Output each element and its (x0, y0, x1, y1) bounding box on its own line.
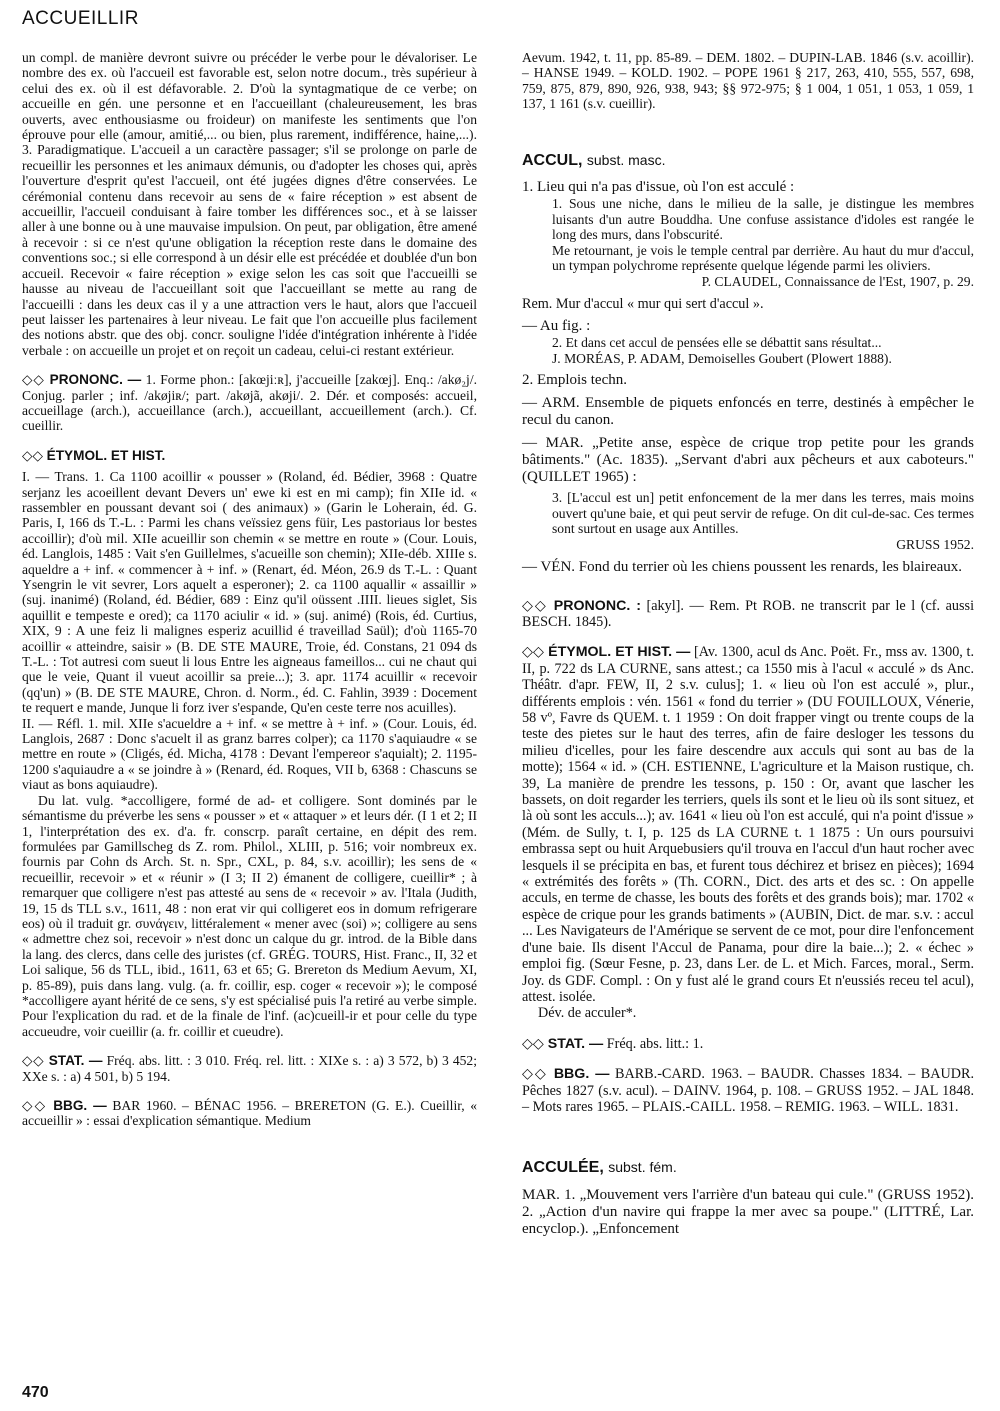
intro-paragraph: un compl. de manière devront suivre ou précéder le verbe pour le dévaloriser. Le nombre des ex. où l'accueil est favorable est, selon notre docum., très supérieur à celui des ex. où il est défavorable. 2. D'où la syntagmatique de ce verbe; on accueille en gén. une personne et en l'accueillant (chaleureusement, les bras ouverts, avec enthousiasme ou froideur) on manifeste les sentiments que l'on éprouve pour elle (amour, amitié,... ou bien, plus rarement, indifférence, haine,...). 3. Paradigmatique. L'accueil a un caractère passager; s'il se prolonge on parle de recueillir les personnes et les animaux démunis, ou d'adopter les choses qui, après l'ouverture d'esprit qu'est l'accueil, ont été jugées dignes d'être conservées. Le cérémonial contenu dans recevoir au sens de « faire réception » est absent de accueillir, l'accueil conduisant à faire tomber les différences soc., et à se laisser aller à une bonne ou à une mauvaise impulsion. On peut, par obligation, être amené à recevoir : si ce n'est qu'une obligation la réception reste dans le domaine des conventions soc.; si elle correspond à un désir elle est précédée et doublée d'un bon accueil. Recevoir « faire réception » exige selon les cas soit que l'accueilli se hausse au niveau de l'accueillant soit que l'accueillant se mette au rang de l'accueilli : dans les deux cas il y a une attraction vers le haut, alors que l'accueil peut laisser les partenaires à leur niveau. Le fait que l'on accueille plus facilement des notions abstr. que des obj. concr. souligne l'idée d'intégration inhérente à l'idée verbale : on accueille un projet et on reçoit un cadeau, celui-ci restant extérieur. (22, 50, 477, 358)
quote-3-source: GRUSS 1952. (896, 536, 974, 552)
accul-dev: Dév. de acculer*. (538, 1005, 637, 1022)
accul-prononc (522, 598, 974, 631)
pos-acculee: subst. fém. (608, 1159, 677, 1176)
right-column (522, 50, 974, 1238)
prononc-heading: ◇◇ PRONONC. — (22, 372, 142, 388)
entry-heading-acculee (522, 1159, 974, 1176)
left-column (22, 50, 477, 1129)
quote-3 (552, 490, 974, 552)
sense-ven: — VÉN. Fond du terrier où les chiens poussent les renards, les blaireaux. (522, 558, 963, 575)
page-number: 470 (22, 1384, 49, 1401)
accul-prononc-heading: ◇◇ PRONONC. : (522, 597, 641, 614)
headword-accul: ACCUL, (522, 151, 583, 169)
bbg-heading: ◇◇ BBG. — (22, 1098, 107, 1113)
quote-1-source: P. CLAUDEL, Connaissance de l'Est, 1907, p. 29. (701, 274, 974, 289)
prononc-section (22, 372, 477, 434)
bbg-text: BAR 1960. – BÉNAC 1956. – BRERETON (G. E.). Cueillir, « accueillir » : essai d'explication sémantique. Medium (22, 1098, 477, 1129)
remark: Rem. Mur d'accul « mur qui sert d'accul ». (522, 295, 764, 312)
accul-bbg-text: BARB.-CARD. 1963. – BAUDR. Chasses 1834. – BAUDR. Pêches 1827 (s.v. acul). – DAINV. 1964, p. 108. – GRUSS 1952. – JAL 1848. – Mots rares 1965. – PLAIS.-CAILL. 1958. – REMIG. 1963. – WILL. 1831. (522, 1066, 974, 1115)
accul-prononc-text: [akyl]. — Rem. Pt ROB. ne transcrit par le l (cf. aussi BESCH. 1845). (522, 597, 975, 630)
sense-mar: — MAR. „Petite anse, espèce de crique trop petite pour les grands bâtiments." (Ac. 1835). „Servant d'abri aux pêcheurs et aux caboteurs." (QUILLET 1965) : (522, 435, 974, 486)
quote-2 (552, 335, 974, 366)
accul-stat (522, 1036, 974, 1052)
etymol-part-1: I. — Trans. 1. Ca 1100 acoillir « pousser » (Roland, éd. Bédier, 3968 : Quatre serjanz les acoeillent devant Devers un' ewe ki est en mi camp); fin XIIe id. « rassembler en poussant devant soi ( des animaux) » (Garin le Loherain, éd. G. Paris, I, 166 ds T.-L. : Parmi les chans veïssiez gens füir, Les pastoriaus lor bestes accoillir); d'où mil. XIIe acueillir son chemin « se mettre en route » (Cour. Louis, éd. Langlois, 1485 : Vait s'en Guillelmes, s'acueille son chemin); XIIe-déb. XIIIe s. aqueldre a + inf. « commencer à + inf. » (Renart, éd. Méon, 26.9 ds T.-L. : Quant Ysengrin le vit sevrer, Lors aquelt a esperoner); 2. ca 1100 aquallir « assaillir » (suj. inanimé) (Roland, éd. Bédier, 689 : Einz qu'il oüssent .IIII. lieues siglet, Sis aquillit e tempeste e ored); ca 1170 aciulir « id. » (suj. animé) (Rois, éd. Curtius, XIX, 9 : A une feiz li malignes esperiz acuillid é traveillad Saül); d'où 1165-70 acoillir « atteindre, saisir » (B. DE STE MAURE, Troie, éd. Constans, 21 094 ds T.-L. : Tot autresi com sueut li lous Entre les aigneaus fameillos... cui ne chaut qui que le veie, Quant il vueut acoillir sa preie...); 3. apr. 1174 acuillir « recevoir (qq'un) » (B. DE STE MAURE, Chron. d. Norm., éd. C. Fahlin, 3939 : Docement te requert e mande, Junque li forz iver s'espande, Qu'en ceste terre nos acuilles). (22, 469, 477, 716)
sense-2: 2. Emplois techn. (522, 372, 627, 389)
pos-accul: subst. masc. (586, 151, 666, 168)
accul-stat-text: Fréq. abs. litt.: 1. (606, 1035, 704, 1052)
stat-heading: ◇◇ STAT. — (22, 1053, 103, 1069)
sense-arm: — ARM. Ensemble de piquets enfoncés en terre, destinés à empêcher le recul du canon. (522, 395, 974, 429)
etymol-part-2: II. — Réfl. 1. mil. XIIe s'acueldre a + inf. « se mettre à + inf. » (Cour. Louis, éd. Langlois, 2687 : Donc s'acuelt il as granz barres colper); ca 1170 s'aquiaudre « se mettre en route » (Cligés, éd. Micha, 4178 : Devant l'empereor s'aquialt); 2. 1195-1200 s'aquiaudre a « se joindre à » (Renard, éd. Roques, VII b, 6368 : Chascuns se viaut as bons aquiaudre). (22, 715, 477, 793)
running-head: ACCUEILLIR (22, 8, 139, 29)
quote-1-text: 1. Sous une niche, dans le milieu de la salle, je distingue les membres luisants d'un autre Bouddha. Une confuse assistance d'idoles est rangée le long des murs, dans l'obscurité. (552, 196, 974, 243)
acculee-text: MAR. 1. „Mouvement vers l'arrière d'un bateau qui cule." (GRUSS 1952). 2. „Action d'un navire qui frappe la mer avec sa poupe." (LITTRÉ, Lar. encyclop.). „Enfoncement (522, 1186, 974, 1237)
entry-heading-accul (522, 152, 974, 169)
prononc-text: 1. Forme phon.: [akœjiːʀ], j'accueille [zakœj]. Enq.: /akø₂j/. Conjug. parler ; inf. /akøjiʀ/; part. /akøjã, akøji/. 2. Dér. et composés: accueil, accueillage (arch.), accueillance (arch.), accueillant, accueillement (arch.). Cf. cueillir. (22, 372, 478, 434)
quote-2-source: J. MORÉAS, P. ADAM, Demoiselles Goubert (Plowert 1888). (552, 350, 892, 366)
stat-section (22, 1053, 477, 1084)
au-fig: — Au fig. : (522, 318, 591, 334)
accul-etymol-heading: ◇◇ ÉTYMOL. ET HIST. — (522, 644, 691, 661)
quote-3-text: 3. [L'accul est un] petit enfoncement de la mer dans les terres, mais moins ouvert qu'une baie, et qui peut servir de refuge. On dit cul-de-sac. Ces termes sont surtout en usage aux Antilles. (552, 490, 974, 537)
etymol-part-3: Du lat. vulg. *accolligere, formé de ad- et colligere. Sont dominés par le sémantisme du préverbe les sens « pousser » et « attaquer » et leurs dér. (I 1 et 2; II 1, l'interprétation des ex. d'a. fr. conscrp. paraît certaine, en dépit des rem. formulées par Gamillscheg ds Z. rom. Philol., XLIII, p. 516; voir nombreux ex. fournis par Cohn ds Arch. St. n. Spr., CXL, p. 84, s.v. acoillir); les sens de « recueillir, recevoir » et « réunir » (I 3; II 2) émanent de colligere, cueillir* ; à remarquer que colligere n'est pas attesté au sens de « recevoir » av. l'Itala (Judith, 19, 15 ds TLL s.v., 1611, 48 : non erat vir qui colligeret eos in domum refrigerare eos) où il traduit gr. συνάγειν, littéralement « mener avec (soi) »; colligere au sens « admettre chez soi, recevoir » n'est donc un calque du gr. introd. de la Bible dans la lang. des clercs, dans celle des juristes (cf. GRÉG. TOURS, Hist. Franc., II, 32 et Loi salique, 56 ds TLL, ibid., 1611, 63 et 65; G. Brereton ds Medium Aevum, XI, p. 85-89), puis dans lang. vulg. (a. fr. coillir, esp. coger « recevoir »); le composé *accolligere ayant hérité de ce sens, s'y est spécialisé puis l'a retiré au verbe simple. Pour l'explication du rad. et de la finale de l'inf. (ac)cueill-ir et pour celle du type accueudre, voir cueillir (a. fr. coillir et cueudre). (22, 792, 477, 1039)
accul-stat-heading: ◇◇ STAT. — (522, 1035, 604, 1052)
accul-etymol (522, 644, 974, 1005)
bbg-continuation: Aevum. 1942, t. 11, pp. 85-89. – DEM. 1802. – DUPIN-LAB. 1846 (s.v. acoillir). – HANSE 1949. – KOLD. 1902. – POPE 1961 § 217, 263, 410, 555, 557, 698, 759, 875, 879, 890, 926, 938, 943; §§ 972-975; § 1 004, 1 051, 1 053, 1 059, 1 137, 1 161 (s.v. cueillir). (522, 50, 974, 112)
stat-text: Fréq. abs. litt. : 3 010. Fréq. rel. litt. : XIXe s. : a) 3 572, b) 3 452; XXe s. : a) 4 501, b) 5 194. (22, 1053, 477, 1084)
etymol-heading: ◇◇ ÉTYMOL. ET HIST. (22, 447, 166, 463)
quote-2-text: 2. Et dans cet accul de pensées elle se débattit sans résultat... (552, 335, 882, 350)
accul-bbg (522, 1066, 974, 1115)
sense-1: 1. Lieu qui n'a pas d'issue, où l'on est acculé : (522, 179, 795, 196)
quote-1-text-b: Me retournant, je vois le temple central par derrière. Au haut du mur d'accul, un tympan polychrome représente quelque légende parmi les oliviers. (552, 242, 974, 274)
quote-1 (552, 196, 974, 290)
headword-acculee: ACCULÉE, (522, 1159, 604, 1177)
accul-etymol-text: [Av. 1300, acul ds Anc. Poët. Fr., mss av. 1300, t. II, p. 722 ds LA CURNE, sans attest.; ca 1550 mis à l'acul « acculé » ds Anc. Théâtr. d'apr. FEW, II, 2 s.v. culus]; 1. « lieu où l'on est acculé », plur., différents emplois : vén. 1561 « fond du terrier » (DU FOUILLOUX, Vénerie, 58 vº, Favre ds QUEM. t. 1 1959 : On doit frapper vingt ou trente coups de la teste des pietes sur le haut des terres, afin de faire desloger les tessons du milieu d'icelles, pour les faire descendre aux acculs qui sont au bas de la motte); 1564 « id. » (CH. ESTIENNE, L'agriculture et la Maison rustique, ch. 39, La manière de prendre les tessons, p. 150 : Or, avant que lascher les bassets, on doit regarder les terriers, quels ils sont et le lieu où ils sont situez, et là où sont les acculs...); av. 1641 « lieu où l'on est acculé, qui n'a point d'issue » (Mém. de Sully, t. I, p. 125 ds LA CURNE t. 1 1875 : Un ours poursuivi embrassa sept ou huit Arquebusiers qu'il trouva en l'accul d'un haut rocher avec lesquels il se précipita en bas, et furent tous déchirez et brisez en pièces); 1694 « extrémités des forêts » (Th. CORN., Dict. des arts et des sc. : On appelle acculs, en terme de chasse, les bouts des forêts et des grands bois); mar. 1702 « espèce de crique pour les grands batiments » (AUBIN, Dict. de mar. s.v. : accul ... Les Navigateurs de l'Amérique se servent de ce mot, pour dire l'enfoncement d'une baie. Ils disent l'Accul de Panama, pour dire la baie...); 2. « échec » emploi fig. (Sœur Fesne, p. 23, dans Ler. de L. et Mich. Farces, moral., Serm. Joy. ds GDF. Compl. : On y fust alé le grand cours Et n'eussiés receu tel acul), attest. isolée. (522, 644, 974, 1005)
accul-bbg-heading: ◇◇ BBG. — (522, 1066, 610, 1083)
bbg-section (22, 1098, 477, 1129)
